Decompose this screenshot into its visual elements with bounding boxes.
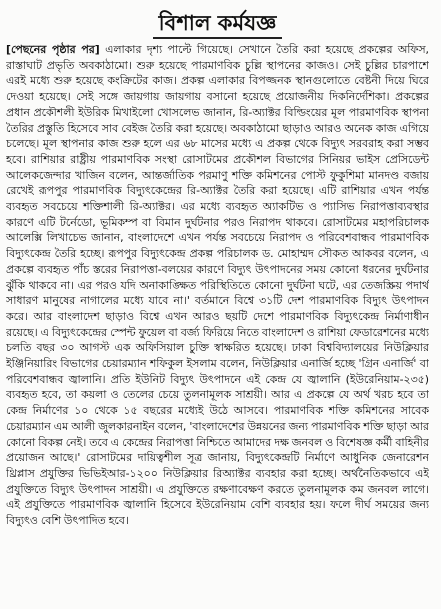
article-text: এলাকার দৃশ্য পাল্টে গিয়েছে। সেখানে তৈরি করা হয়েছে প্রকল্পের অফিস, রাস্তাঘাট প্রভৃতি অবকাঠামো। শুরু হয়েছে পারমাণবিক চুল্লি স্থাপনের কাজও। সেই চুল্লির চারপাশে এরই মধ্যে শুরু হয়েছে কংক্রিটের কাজ। প্রকল্প এলাকার বিপজ্জনক স্থানগুলোতে বেষ্টনী দিয়ে ঘিরে দেওয়া হয়েছে। সেই সঙ্গে জায়গায় জায়গায় বসানো হয়েছে প্রয়োজনীয় দিকনির্দেশিকা। প্রকল্পের প্রধান প্রকৌশলী ইউরিক মিখাইলো খোসলেভ জানান, রি-অ্যাক্টর বিল্ডিংয়ের মূল পারমাণবিক স্থাপনা তৈরির প্রস্তুতি হিসেবে সাব বেইজ তৈরি করা হয়েছে। অবকাঠামো ছাড়াও আরও অনেক কাজ এগিয়ে চলেছে। মূল স্থাপনার কাজ শুরু হলে এর ৬৮ মাসের মধ্যে এ প্রকল্প থেকে বিদ্যুৎ সরবরাহ করা সম্ভব হবে। রাশিয়ার রাষ্ট্রীয় পারমাণবিক সংস্থা রোসাটমের প্রকৌশল বিভাগের সিনিয়র ভাইস প্রেসিডেন্ট আলেকজেন্দার খাজিন বলেন, আন্তর্জাতিক পরমাণু শক্তি কমিশনের পোস্ট ফুকুশিমা মানদণ্ড বজায় রেখেই রূপপুর পারমাণবিক বিদ্যুৎকেন্দ্রের রি-অ্যাক্টর তৈরি করা হয়েছে। এটি রাশিয়ার এখন পর্যন্ত ব্যবহৃত সবচেয়ে শক্তিশালী রি-অ্যাক্টর। এর মধ্যে ব্যবহৃত অ্যাকটিভ ও প্যাসিভ নিরাপত্তাব্যবস্থার কারণে এটি টর্নেডো, ভূমিকম্প বা বিমান দুর্ঘটনার পরও নিরাপদ থাকবে। রোসাটমের মহাপরিচালক আলেক্সি লিখাচেভ জানান, বাংলাদেশে এখন পর্যন্ত সবচেয়ে নিরাপদ ও পরিবেশবান্ধব পারমাণবিক বিদ্যুৎকেন্দ্র তৈরি হচ্ছে। রূপপুর বিদ্যুৎকেন্দ্র প্রকল্প পরিচালক ড. মোহাম্মদ সৌকত আকবর বলেন, এ প্রকল্পে ব্যবহৃত পাঁচ স্তরের নিরাপত্তা-বলয়ের কারণে বিদ্যুৎ উৎপাদনের সময় কোনো ধরনের দুর্ঘটনার ঝুঁকি থাকবে না। এর পরও যদি অনাকাঙ্ক্ষিত পরিস্থিতিতে কোনো দুর্ঘটনা ঘটে, এর তেজস্ক্রিয় পদার্থ সাধারণ মানুষের নাগালের মধ্যে যাবে না।' বর্তমানে বিশ্বে ৩১টি দেশ পারমাণবিক বিদ্যুৎ উৎপাদন করে। আর বাংলাদেশ ছাড়াও বিশ্বে এখন আরও ছয়টি দেশে পারমাণবিক বিদ্যুৎকেন্দ্র নির্মাণাধীন রয়েছে। এ বিদ্যুৎকেন্দ্রের স্পেন্ট ফুয়েল বা বর্জ্য ফিরিয়ে নিতে বাংলাদেশ ও রাশিয়া ফেডারেশনের মধ্যে চলতি বছর ৩০ আগস্ট এক অফিসিয়াল চুক্তি স্বাক্ষরিত হয়েছে। ঢাকা বিশ্ববিদ্যালয়ের নিউক্লিয়ার ইঞ্জিনিয়ারিং বিভাগের চেয়ারম্যান শফিকুল ইসলাম বলেন, নিউক্লিয়ার এনার্জি হচ্ছে 'গ্রিন এনার্জি' বা পরিবেশবান্ধব জ্বালানি। প্রতি ইউনিট বিদ্যুৎ উৎপাদনে এই কেন্দ্র যে জ্বালানি (ইউরেনিয়াম-২৩৫) ব্যবহৃত হবে, তা কয়লা ও তেলের চেয়ে তুলনামূলক সাশ্রয়ী। আর এ প্রকল্পে যে অর্থ খরচ হবে তা কেন্দ্র নির্মাণের ১০ থেকে ১৫ বছরের মধ্যেই উঠে আসবে। পারমাণবিক শক্তি কমিশনের সাবেক চেয়ারম্যান এম আলী জুলকারনাইন বলেন, 'বাংলাদেশের উন্নয়নের জন্য পারমাণবিক শক্তি ছাড়া আর কোনো বিকল্প নেই। তবে এ কেন্দ্রের নিরাপত্তা নিশ্চিতে আমাদের দক্ষ জনবল ও বিশেষজ্ঞ কর্মী বাহিনীর প্রয়োজন আছে।' রোসাটমের দায়িত্বশীল সূত্র জানায়, বিদ্যুৎকেন্দ্রটি নির্মাণে আধুনিক জেনারেশন থ্রিপ্লাস প্রযুক্তির ভিভিইআর-১২০০ নিউক্লিয়ার রিঅ্যাক্টর ব্যবহার করা হচ্ছে। অর্থনৈতিকভাবে এই প্রযুক্তিতে বিদ্যুৎ উৎপাদন সাশ্রয়ী। এ প্রযুক্তিতে রক্ষণাবেক্ষণ করতে তুলনামূলক কম জনবল লাগে। এই প্রযুক্তিতে পারমাণবিক জ্বালানি হিসেবে ইউরেনিয়াম বেশি ব্যবহার হয়। ফলে দীর্ঘ সময়ের জন্য বিদ্যুৎও বেশি উৎপাদিত হবে। bbox=[6, 43, 429, 528]
article-body bbox=[6, 42, 429, 608]
headline-area bbox=[6, 8, 429, 41]
article-headline: বিশাল কর্মযজ্ঞ bbox=[153, 10, 283, 39]
continuation-label: [পেছনের পৃষ্ঠার পর] bbox=[6, 43, 100, 56]
